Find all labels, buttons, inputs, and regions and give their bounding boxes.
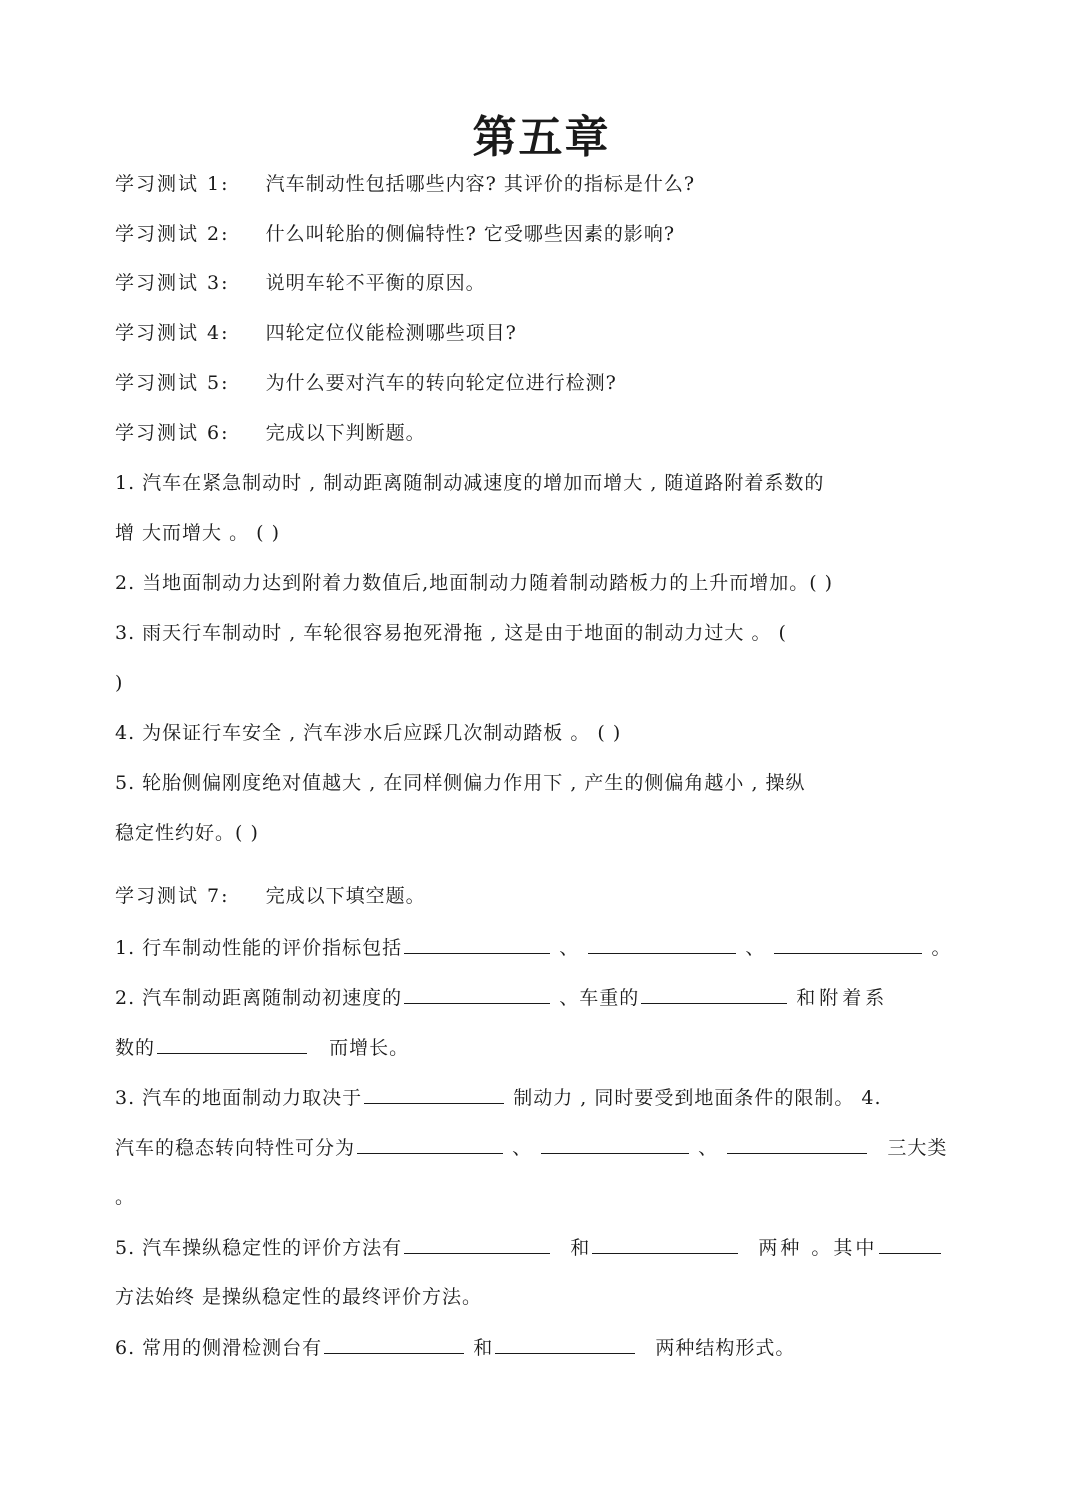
test-label: 学习测试 2: <box>115 223 230 245</box>
fill-q5-line2: 方法始终 是操纵稳定性的最终评价方法。 <box>115 1286 483 1308</box>
answer-blank[interactable] <box>404 983 550 1004</box>
fill-text: 2. 汽车制动距离随制动初速度的 <box>115 987 403 1009</box>
separator: 、 <box>512 1137 533 1159</box>
answer-blank[interactable] <box>495 1333 635 1354</box>
test-question: 四轮定位仪能检测哪些项目? <box>265 322 517 344</box>
judgement-q1-line2: 增 大而增大 。 ( ) <box>115 522 280 544</box>
judgement-q5-line1: 5. 轮胎侧偏刚度绝对值越大 , 在同样侧偏力作用下 , 产生的侧偏角越小 , 操纵 <box>115 772 806 794</box>
test-label: 学习测试 1: <box>115 173 230 195</box>
answer-blank[interactable] <box>774 933 922 954</box>
test-item-6 <box>115 419 426 447</box>
test-item-7 <box>115 882 426 910</box>
fill-text: 、车重的 <box>559 987 640 1009</box>
answer-blank[interactable] <box>541 1133 689 1154</box>
fill-text: 和附着系 <box>796 987 889 1009</box>
test-question: 为什么要对汽车的转向轮定位进行检测? <box>265 372 617 394</box>
fill-q2-line2 <box>115 1033 409 1062</box>
test-question: 什么叫轮胎的侧偏特性? 它受哪些因素的影响? <box>265 223 676 245</box>
judgement-q5-line2: 稳定性约好。( ) <box>115 822 259 844</box>
fill-text: 两种 。其中 <box>758 1237 878 1259</box>
answer-blank[interactable] <box>364 1083 504 1104</box>
judgement-q3-line1: 3. 雨天行车制动时 , 车轮很容易抱死滑拖 , 这是由于地面的制动力过大 。 ( <box>115 622 787 644</box>
answer-blank[interactable] <box>404 933 550 954</box>
separator: 、 <box>698 1137 719 1159</box>
answer-blank[interactable] <box>357 1133 503 1154</box>
test-question: 完成以下判断题。 <box>265 422 426 444</box>
fill-text: 5. 汽车操纵稳定性的评价方法有 <box>115 1237 403 1259</box>
test-label: 学习测试 6: <box>115 422 230 444</box>
fill-q3 <box>115 1083 882 1112</box>
period: 。 <box>931 937 952 959</box>
fill-text: 和 <box>473 1337 494 1359</box>
test-label: 学习测试 7: <box>115 885 230 907</box>
fill-q4-line2: 。 <box>115 1186 136 1208</box>
fill-text: 3. 汽车的地面制动力取决于 <box>115 1087 363 1109</box>
answer-blank[interactable] <box>879 1233 941 1254</box>
answer-blank[interactable] <box>592 1233 738 1254</box>
test-item-4 <box>115 319 517 347</box>
fill-q2-line1 <box>115 983 888 1012</box>
separator: 、 <box>745 937 766 959</box>
test-item-2 <box>115 220 675 248</box>
answer-blank[interactable] <box>588 933 736 954</box>
test-label: 学习测试 5: <box>115 372 230 394</box>
answer-blank[interactable] <box>641 983 787 1004</box>
judgement-q3-line2: ) <box>115 672 124 694</box>
answer-blank[interactable] <box>404 1233 550 1254</box>
fill-text: 和 <box>570 1237 591 1259</box>
fill-text: 而增长。 <box>329 1037 410 1059</box>
test-question: 说明车轮不平衡的原因。 <box>265 272 486 294</box>
test-label: 学习测试 4: <box>115 322 230 344</box>
fill-text: 制动力 , 同时要受到地面条件的限制。 4. <box>513 1087 882 1109</box>
test-label: 学习测试 3: <box>115 272 230 294</box>
fill-q4-line1 <box>115 1133 947 1162</box>
judgement-q2: 2. 当地面制动力达到附着力数值后,地面制动力随着制动踏板力的上升而增加。( ) <box>115 572 834 594</box>
fill-text: 1. 行车制动性能的评价指标包括 <box>115 937 403 959</box>
fill-text: 数的 <box>115 1037 156 1059</box>
fill-text: 汽车的稳态转向特性可分为 <box>115 1137 356 1159</box>
answer-blank[interactable] <box>324 1333 464 1354</box>
test-item-5 <box>115 369 617 397</box>
fill-text: 6. 常用的侧滑检测台有 <box>115 1337 323 1359</box>
separator: 、 <box>559 937 580 959</box>
fill-q6 <box>115 1333 795 1362</box>
judgement-q1-line1: 1. 汽车在紧急制动时 , 制动距离随制动减速度的增加而增大 , 随道路附着系数的 <box>115 472 825 494</box>
fill-q1 <box>115 933 951 962</box>
fill-text: 两种结构形式。 <box>655 1337 796 1359</box>
answer-blank[interactable] <box>157 1033 307 1054</box>
test-item-1 <box>115 170 695 198</box>
test-question: 汽车制动性包括哪些内容? 其评价的指标是什么? <box>265 173 696 195</box>
test-item-3 <box>115 269 486 297</box>
test-question: 完成以下填空题。 <box>265 885 426 907</box>
judgement-q4: 4. 为保证行车安全 , 汽车涉水后应踩几次制动踏板 。 ( ) <box>115 722 622 744</box>
answer-blank[interactable] <box>727 1133 867 1154</box>
fill-q5-line1 <box>115 1233 943 1262</box>
fill-text: 三大类 <box>887 1137 948 1159</box>
chapter-title: 第五章 <box>472 112 611 163</box>
